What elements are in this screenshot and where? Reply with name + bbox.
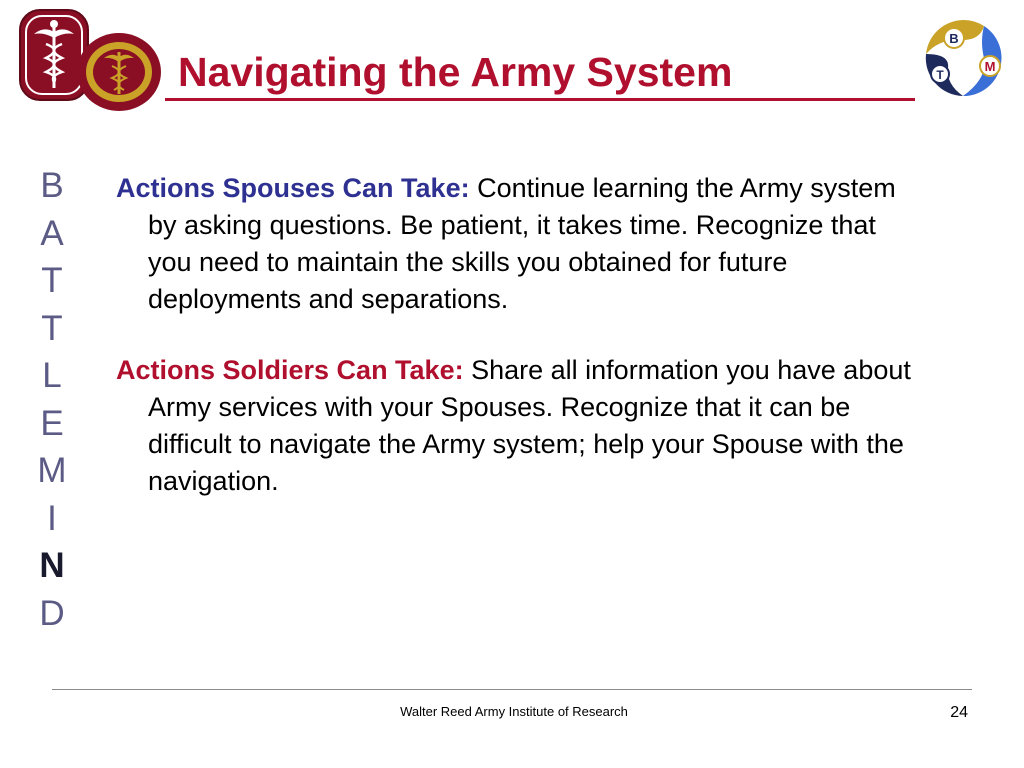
spouse-actions-text: Continue learning the Army system by asking questions. Be patient, it takes time. Recognize that you need to maintain the skills you obtained for future deployments and separations. bbox=[148, 173, 896, 314]
soldier-actions-paragraph bbox=[116, 352, 916, 500]
spouse-actions-heading: Actions Spouses Can Take: bbox=[116, 173, 478, 203]
spouse-actions-paragraph bbox=[116, 170, 916, 318]
side-letter: I bbox=[47, 498, 57, 538]
btm-letter-b: B bbox=[949, 31, 959, 46]
soldier-actions-text: Share all information you have about Army services with your Spouses. Recognize that it can be difficult to navigate the Army system; help your Spouse with the navigation. bbox=[148, 355, 911, 496]
footer-institution: Walter Reed Army Institute of Research bbox=[400, 704, 628, 719]
page-number: 24 bbox=[950, 704, 968, 721]
btm-letter-t: T bbox=[936, 68, 944, 82]
soldier-actions-heading: Actions Soldiers Can Take: bbox=[116, 355, 472, 385]
btm-logo-icon bbox=[918, 18, 1008, 98]
title-underline bbox=[165, 98, 915, 101]
side-letter-highlighted: N bbox=[39, 546, 65, 585]
slide-body bbox=[116, 170, 916, 534]
side-letter: B bbox=[40, 166, 64, 205]
side-letter: T bbox=[41, 308, 63, 348]
side-letter: M bbox=[37, 451, 67, 490]
side-letter: D bbox=[39, 593, 65, 633]
battlemind-vertical bbox=[30, 162, 74, 637]
project-sustain-seal-icon bbox=[74, 30, 164, 114]
side-letter: T bbox=[41, 261, 63, 300]
side-letter: A bbox=[40, 213, 64, 253]
side-letter: E bbox=[40, 403, 64, 443]
btm-letter-m: M bbox=[984, 59, 996, 74]
page-title: Navigating the Army System bbox=[178, 49, 733, 95]
footer-divider bbox=[52, 689, 972, 690]
side-letter: L bbox=[42, 356, 62, 395]
